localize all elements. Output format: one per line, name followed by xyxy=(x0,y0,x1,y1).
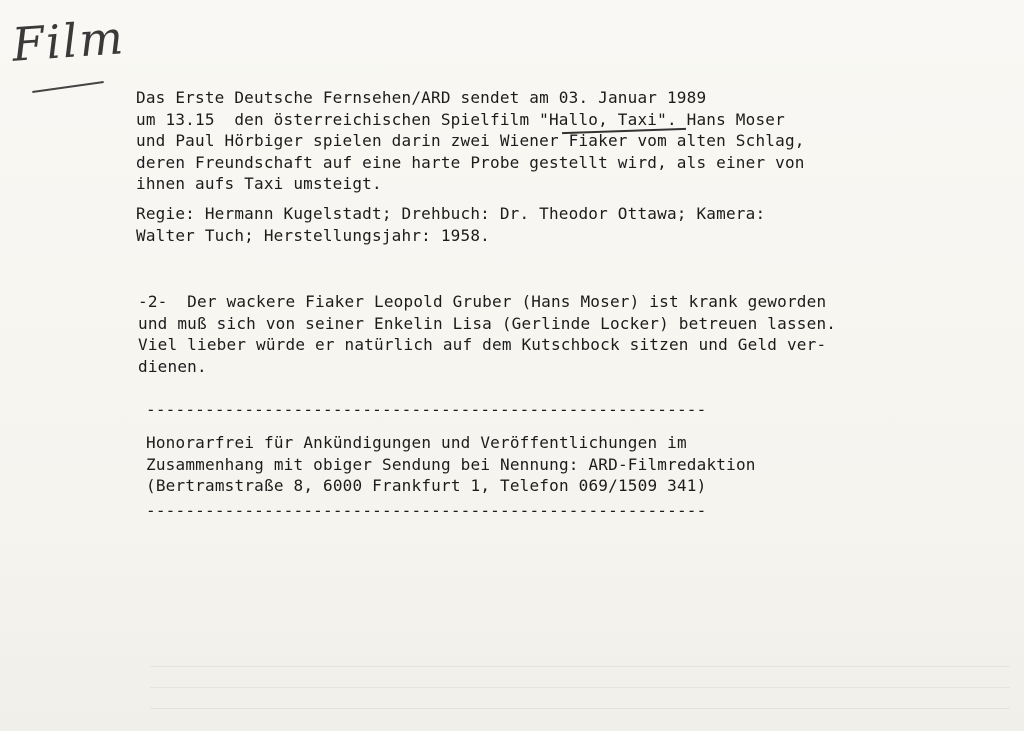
handwritten-underline xyxy=(32,81,104,93)
bleed-through-text xyxy=(150,652,1010,722)
separator-line-top: --------------------------------------------------------- xyxy=(146,400,707,419)
broadcast-announcement: Das Erste Deutsche Fernsehen/ARD sendet am 03. Januar 1989 um 13.15 den österreichischen Spielfilm "Hallo, Taxi". Hans Moser und Paul Hörbiger spielen darin zwei Wiener Fiaker vom alten Schlag, deren Freundschaft auf eine harte Probe gestellt wird, als einer von ihnen aufs Taxi umsteigt. xyxy=(136,88,805,193)
separator-line-bottom: --------------------------------------------------------- xyxy=(146,501,707,520)
handwritten-note: Film xyxy=(10,10,127,72)
copyright-notice: Honorarfrei für Ankündigungen und Veröffentlichungen im Zusammenhang mit obiger Sendung bei Nennung: ARD-Filmredaktion (Bertramstraße 8, 6000 Frankfurt 1, Telefon 069/1509 341) xyxy=(146,433,756,495)
synopsis-paragraph: -2- Der wackere Fiaker Leopold Gruber (Hans Moser) ist krank geworden und muß sich von seiner Enkelin Lisa (Gerlinde Locker) betreuen lassen. Viel lieber würde er natürlich auf dem Kutschbock sitzen und Geld ver- dienen. xyxy=(138,292,837,376)
credits-paragraph: Regie: Hermann Kugelstadt; Drehbuch: Dr. Theodor Ottawa; Kamera: Walter Tuch; Herstellungsjahr: 1958. xyxy=(136,204,766,245)
